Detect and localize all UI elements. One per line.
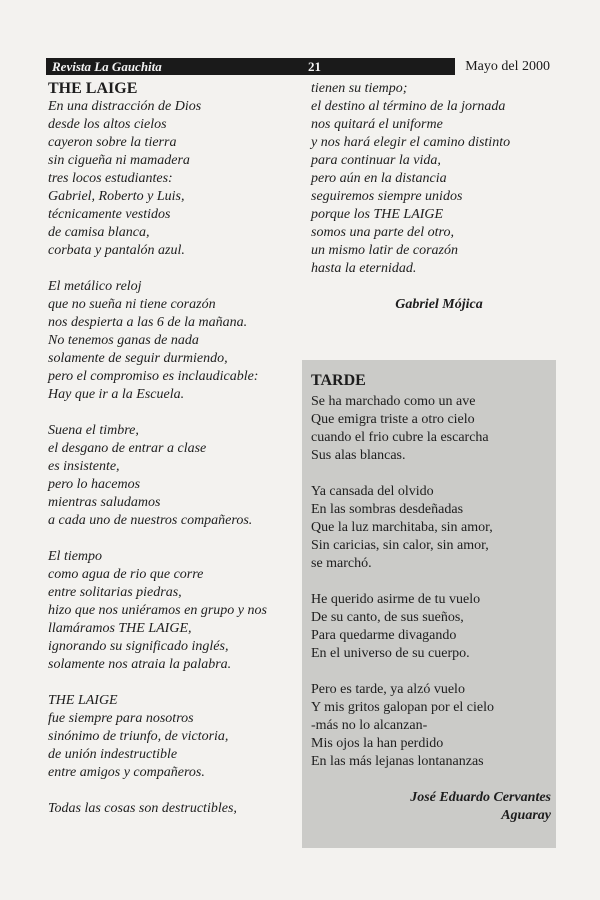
poem-line: Que la luz marchitaba, sin amor, xyxy=(311,520,493,535)
poem-line: tres locos estudiantes: xyxy=(48,171,173,186)
poem-line: En las sombras desdeñadas xyxy=(311,502,464,517)
page-header xyxy=(46,58,558,75)
poem-line: He querido asirme de tu vuelo xyxy=(311,592,481,607)
poem-line: como agua de rio que corre xyxy=(48,567,204,582)
poem-line: Ya cansada del olvido xyxy=(311,484,434,499)
stanza xyxy=(311,483,551,573)
poem-line: Sin caricias, sin calor, sin amor, xyxy=(311,538,489,553)
stanza xyxy=(311,681,551,771)
poem-line: y nos hará elegir el camino distinto xyxy=(311,135,511,150)
poem-the-laige-body xyxy=(48,98,300,818)
poem-line: técnicamente vestidos xyxy=(48,207,171,222)
poem-line: somos una parte del otro, xyxy=(311,225,454,240)
right-column xyxy=(311,80,557,314)
poem-tarde xyxy=(311,372,551,825)
poem-line: seguiremos siempre unidos xyxy=(311,189,463,204)
poem-line: pero lo hacemos xyxy=(48,477,141,492)
poem-line: Pero es tarde, ya alzó vuelo xyxy=(311,682,465,697)
poem-line: de camisa blanca, xyxy=(48,225,150,240)
poem-line: El metálico reloj xyxy=(48,279,142,294)
poem-line: En las más lejanas lontananzas xyxy=(311,754,484,769)
poem-line: pero aún en la distancia xyxy=(311,171,447,186)
poem-line: ignorando su significado inglés, xyxy=(48,639,229,654)
stanza xyxy=(311,591,551,663)
poem-line: En el universo de su cuerpo. xyxy=(311,646,470,661)
poem-line: pero el compromiso es inclaudicable: xyxy=(48,369,259,384)
poem-line: se marchó. xyxy=(311,556,372,571)
poem-line: nos despierta a las 6 de la mañana. xyxy=(48,315,248,330)
stanza xyxy=(311,393,551,465)
poem-line: -más no lo alcanzan- xyxy=(311,718,428,733)
poem-line: entre solitarias piedras, xyxy=(48,585,182,600)
stanza xyxy=(48,98,300,260)
poem-the-laige-continuation xyxy=(311,80,557,278)
poem-line: que no sueña ni tiene corazón xyxy=(48,297,216,312)
poem-line: hasta la eternidad. xyxy=(311,261,417,276)
issue-date: Mayo del 2000 xyxy=(455,58,558,75)
stanza xyxy=(48,800,300,818)
poem-line: Suena el timbre, xyxy=(48,423,139,438)
poem-title-the-laige: THE LAIGE xyxy=(48,80,138,97)
poem-line: Y mis gritos galopan por el cielo xyxy=(311,700,494,715)
poem-line: a cada uno de nuestros compañeros. xyxy=(48,513,253,528)
poem-line: No tenemos ganas de nada xyxy=(48,333,199,348)
poem-title-tarde: TARDE xyxy=(311,372,366,389)
poem-line: es insistente, xyxy=(48,459,120,474)
poem-line: Hay que ir a la Escuela. xyxy=(48,387,185,402)
poem-line: THE LAIGE xyxy=(48,693,118,708)
poem-line: Se ha marchado como un ave xyxy=(311,394,476,409)
stanza xyxy=(48,422,300,530)
poem-line: solamente nos atraia la palabra. xyxy=(48,657,232,672)
poem-line: cayeron sobre la tierra xyxy=(48,135,177,150)
poem-line: sin cigueña ni mamadera xyxy=(48,153,190,168)
poem-line: Para quedarme divagando xyxy=(311,628,457,643)
poem-line: Gabriel, Roberto y Luis, xyxy=(48,189,185,204)
poem-line: de unión indestructible xyxy=(48,747,178,762)
poem-line: corbata y pantalón azul. xyxy=(48,243,185,258)
poem-line: Sus alas blancas. xyxy=(311,448,406,463)
poem-line: Todas las cosas son destructibles, xyxy=(48,801,237,816)
poem-author-place: Aguaray xyxy=(501,808,551,823)
poem-line: sinónimo de triunfo, de victoria, xyxy=(48,729,229,744)
poem-line: En una distracción de Dios xyxy=(48,99,202,114)
poem-line: un mismo latir de corazón xyxy=(311,243,458,258)
stanza xyxy=(48,692,300,782)
poem-line: De su canto, de sus sueños, xyxy=(311,610,464,625)
poem-line: mientras saludamos xyxy=(48,495,161,510)
poem-tarde-body xyxy=(311,393,551,771)
poem-line: desde los altos cielos xyxy=(48,117,167,132)
poem-line: cuando el frio cubre la escarcha xyxy=(311,430,489,445)
poem-line: Mis ojos la han perdido xyxy=(311,736,444,751)
poem-line: hizo que nos uniéramos en grupo y nos xyxy=(48,603,267,618)
poem-author-gabriel: Gabriel Mójica xyxy=(395,297,483,312)
poem-line: el desgano de entrar a clase xyxy=(48,441,207,456)
poem-line: fue siempre para nosotros xyxy=(48,711,194,726)
poem-line: nos quitará el uniforme xyxy=(311,117,443,132)
magazine-name: Revista La Gauchita xyxy=(52,58,162,74)
poem-line: El tiempo xyxy=(48,549,103,564)
poem-line: tienen su tiempo; xyxy=(311,81,408,96)
stanza xyxy=(48,548,300,674)
page-number: 21 xyxy=(308,59,321,74)
poem-line: solamente de seguir durmiendo, xyxy=(48,351,228,366)
stanza xyxy=(48,278,300,404)
poem-line: entre amigos y compañeros. xyxy=(48,765,205,780)
poem-line: Que emigra triste a otro cielo xyxy=(311,412,475,427)
poem-line: porque los THE LAIGE xyxy=(311,207,444,222)
left-column xyxy=(48,80,300,836)
poem-line: llamáramos THE LAIGE, xyxy=(48,621,192,636)
poem-line: el destino al término de la jornada xyxy=(311,99,506,114)
poem-line: para continuar la vida, xyxy=(311,153,441,168)
poem-author-jose: José Eduardo Cervantes xyxy=(410,790,551,805)
